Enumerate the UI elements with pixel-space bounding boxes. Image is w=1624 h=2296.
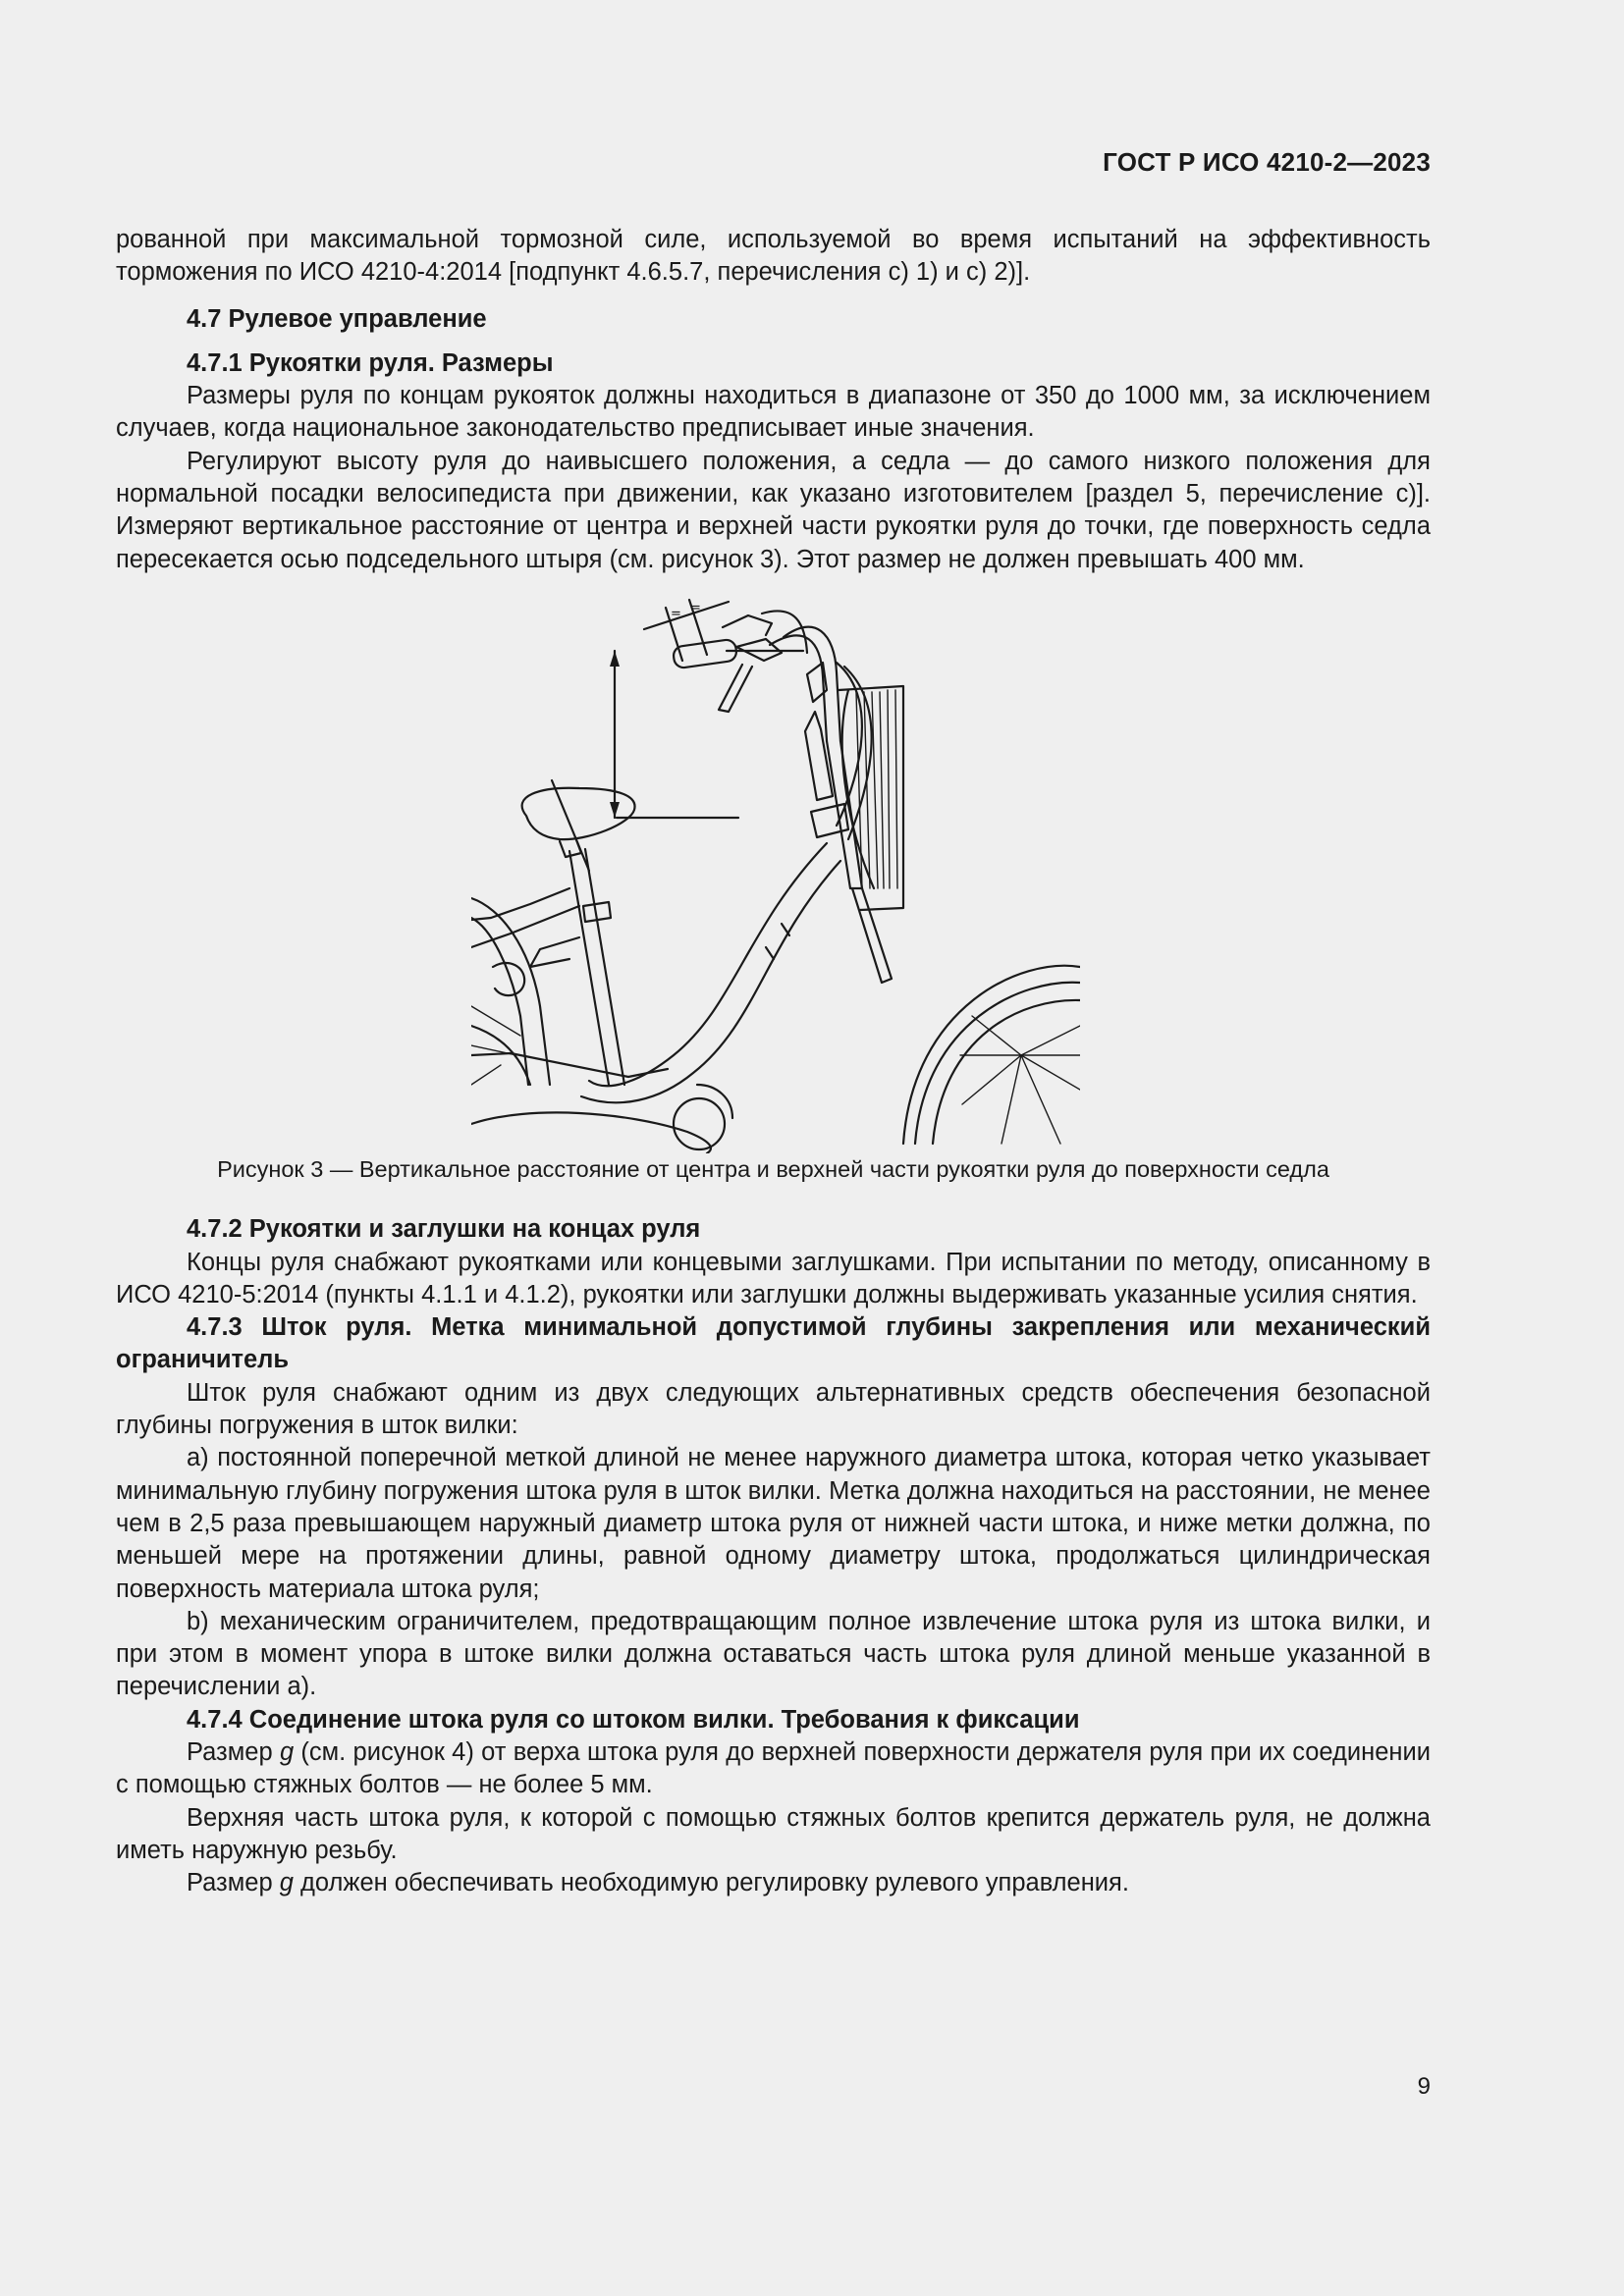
text-run: Размер: [187, 1869, 280, 1897]
figure-3: [116, 594, 1431, 1153]
page-number: 9: [1417, 2073, 1431, 2100]
heading-4-7: 4.7 Рулевое управление: [187, 304, 487, 333]
page-content: [116, 224, 1431, 1900]
figure-3-caption: Рисунок 3 — Вертикальное расстояние от центра и верхней части рукоятки руля до поверхности седла: [217, 1155, 1329, 1182]
heading-4-7-4: 4.7.4 Соединение штока руля со штоком вилки. Требования к фиксации: [187, 1705, 1080, 1734]
paragraph-intro: рованной при максимальной тормозной силе, используемой во время испытаний на эффективность торможения по ИСО 4210-4:2014 [подпункт 4.6.5.7, перечисления с) 1) и с) 2)].: [116, 226, 1431, 287]
paragraph-4-7-1-b: Регулируют высоту руля до наивысшего положения, а седла — до самого низкого положения для нормальной посадки велосипедиста при движении, как указано изготовителем [раздел 5, перечисление с)]. Измеряют вертикальное расстояние от центра и верхней части рукоятки руля до точки, где поверхность седла пересекается осью подседельного штыря (см. рисунок 3). Этот размер не должен превышать 400 мм.: [116, 447, 1431, 573]
document-code: ГОСТ Р ИСО 4210-2—2023: [1103, 147, 1431, 177]
list-item-a: а) постоянной поперечной меткой длиной не менее наружного диаметра штока, которая четко указывает минимальную глубину погружения штока руля в шток вилки. Метка должна находиться на расстоянии, не менее чем в 2,5 раза превышающем наружный диаметр штока руля от нижней части штока, и ниже метки должна, по меньшей мере на протяжении длины, равной одному диаметру штока, продолжаться цилиндрическая поверхность материала штока руля;: [116, 1444, 1431, 1603]
paragraph-4-7-1-a: Размеры руля по концам рукояток должны находиться в диапазоне от 350 до 1000 мм, за исключением случаев, когда национальное законодательство предписывает иные значения.: [116, 382, 1431, 443]
text-run: должен обеспечивать необходимую регулировку рулевого управления.: [293, 1869, 1129, 1897]
paragraph-4-7-2: Концы руля снабжают рукоятками или концевыми заглушками. При испытании по методу, описанному в ИСО 4210-5:2014 (пункты 4.1.1 и 4.1.2), рукоятки или заглушки должны выдерживать указанные усилия снятия.: [116, 1248, 1431, 1308]
paragraph-4-7-3-intro: Шток руля снабжают одним из двух следующих альтернативных средств обеспечения безопасной глубины погружения в шток вилки:: [116, 1378, 1431, 1440]
paragraph-4-7-4-b: Верхняя часть штока руля, к которой с помощью стяжных болтов крепится держатель руля, не должна иметь наружную резьбу.: [116, 1803, 1431, 1864]
variable-g: g: [279, 1869, 294, 1897]
variable-g: g: [279, 1738, 295, 1767]
heading-4-7-2: 4.7.2 Рукоятки и заглушки на концах руля: [187, 1215, 701, 1244]
paragraph-4-7-4-a: [116, 1736, 1431, 1802]
heading-4-7-3: 4.7.3 Шток руля. Метка минимальной допустимой глубины закрепления или механический ограничитель: [116, 1313, 1431, 1374]
heading-4-7-1: 4.7.1 Рукоятки руля. Размеры: [187, 348, 554, 377]
bicycle-illustration: [471, 594, 1080, 1153]
text-run: (см. рисунок 4) от верха штока руля до верхней поверхности держателя руля при их соединении с помощью стяжных болтов — не более 5 мм.: [116, 1738, 1432, 1799]
svg-text:=: =: [690, 600, 701, 615]
list-item-b: b) механическим ограничителем, предотвращающим полное извлечение штока руля из штока вилки, и при этом в момент упора в штоке вилки должна оставаться часть штока руля длиной меньше указанной в перечислении а).: [116, 1607, 1431, 1701]
paragraph-4-7-4-c: [116, 1867, 1431, 1899]
svg-text:=: =: [671, 606, 681, 621]
text-run: Размер: [187, 1738, 280, 1767]
